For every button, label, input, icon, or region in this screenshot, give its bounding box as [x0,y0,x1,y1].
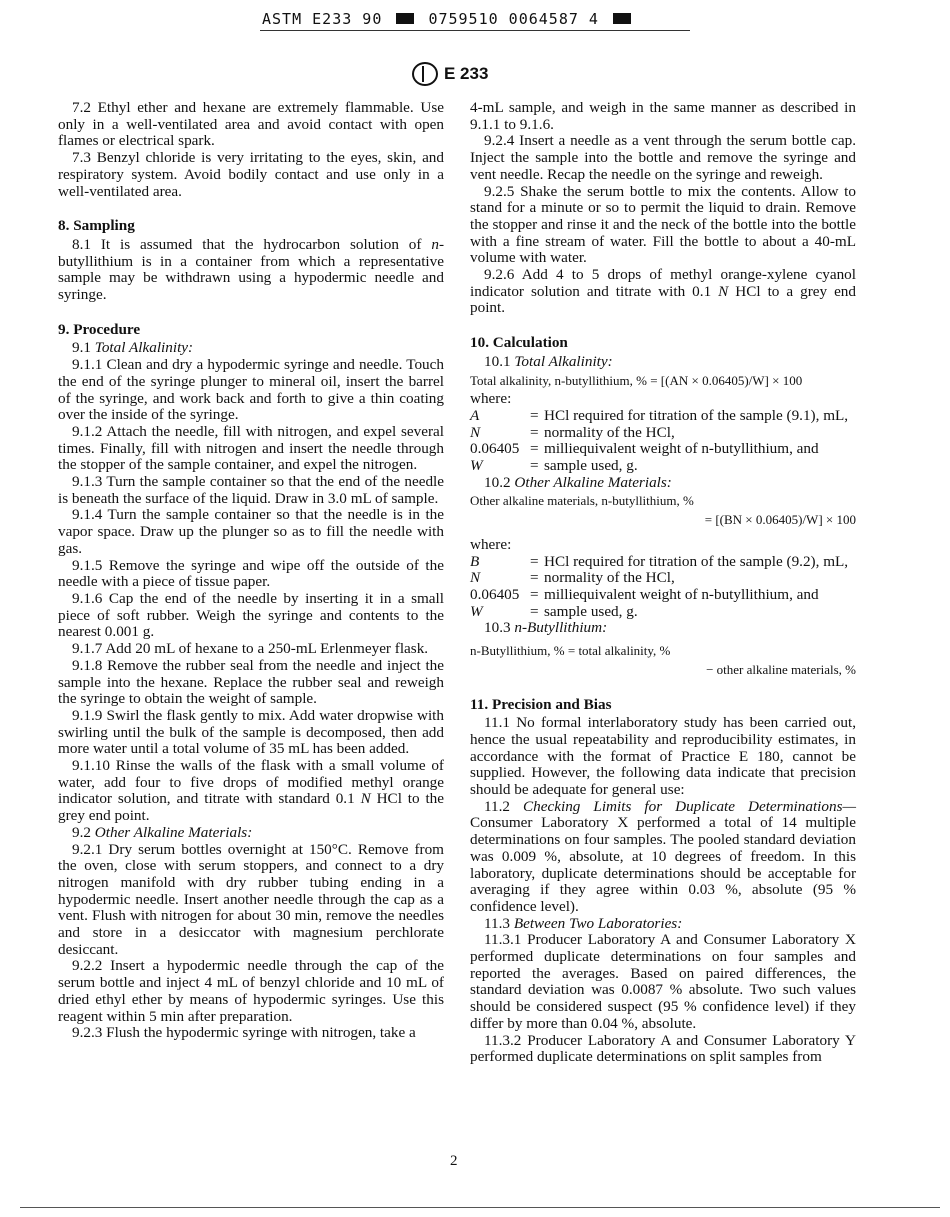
section-8-heading: 8. Sampling [58,217,135,235]
equation-other-alkaline-line2: = [(BN × 0.06405)/W] × 100 [704,512,856,528]
equation-butyllithium-line2: − other alkaline materials, % [706,661,856,677]
paragraph-10-3: 10.3 n-Butyllithium: [484,619,608,637]
paragraph-9-2-5: 9.2.5 Shake the serum bottle to mix the contents. Allow to stand for a minute or so to permit the liquid to drain. Remove the stopper and rinse it and the neck of the bottle into the bottle with a fine stream of water. Fill the bottle to about a 40-mL volume with water. [470,182,856,267]
page-number: 2 [450,1153,458,1169]
paragraph-9-2-6: 9.2.6 Add 4 to 5 drops of methyl orange-xylene cyanol indicator solution and titrate with 0.1 N HCl to a grey end point. [470,266,856,317]
paragraph-9-2-3: 9.2.3 Flush the hypodermic syringe with nitrogen, take a [72,1024,416,1042]
standard-designation: E 233 [444,64,489,83]
paragraph-9-1-1: 9.1.1 Clean and dry a hypodermic syringe and needle. Touch the end of the syringe plunger to mineral oil, insert the barrel of the syringe, and work back and forth to give a thin coating over the inside of the syringe. [58,356,444,424]
left-column [58,100,444,1042]
right-column [470,100,856,1066]
paragraph-9-1-6: 9.1.6 Cap the end of the needle by inserting it in a small piece of soft rubber. Weigh the syringe and contents to the nearest 0.001 g. [58,589,444,641]
paragraph-9-1-7: 9.1.7 Add 20 mL of hexane to a 250-mL Erlenmeyer flask. [72,640,429,658]
paragraph-8-1: 8.1 It is assumed that the hydrocarbon solution of n-butyllithium is in a container from which a representative sample may be withdrawn using a hypodermic needle and syringe. [58,235,445,304]
definition-list-1: A = HCl required for titration of the sample (9.1), mL, N = normality of the HCl, 0.06405 = milliequivalent weight of n-butyllithium, and W = sample used, g. [470,406,849,475]
equation-butyllithium-line1: n-Butyllithium, % = total alkalinity, % [470,643,671,659]
paragraph-9-1-10: 9.1.10 Rinse the walls of the flask with a small volume of water, add four to five drops of modified methyl orange indicator solution, and titrate with standard 0.1 N HCl to the grey end point. [58,757,445,825]
equation-total-alkalinity: Total alkalinity, n-butyllithium, % = [(AN × 0.06405)/W] × 100 [470,372,803,388]
astm-logo [412,62,488,86]
definition-list-2: B = HCl required for titration of the sample (9.2), mL, N = normality of the HCl, 0.06405 = milliequivalent weight of n-butyllithium, and W = sample used, g. [470,552,849,620]
paragraph-11-3-2: 11.3.2 Producer Laboratory A and Consumer Laboratory Y performed duplicate determinations on split samples from [470,1031,856,1066]
section-10-heading: 10. Calculation [470,334,568,352]
paragraph-11-3: 11.3 Between Two Laboratories: [484,914,683,932]
redaction-block [613,13,631,24]
header-rule [260,30,690,31]
paragraph-9-1-8: 9.1.8 Remove the rubber seal from the needle and inject the sample into the hexane. Replace the rubber seal and reweigh the syringe to obtain the weight of sample. [58,656,444,708]
section-9-heading: 9. Procedure [58,320,141,338]
paragraph-9-2-4: 9.2.4 Insert a needle as a vent through the serum bottle cap. Inject the sample into the bottle and remove the syringe and vent needle. Recap the needle on the syringe and reweigh. [470,132,856,183]
paragraph-9-2: 9.2 Other Alkaline Materials: [72,823,253,841]
paragraph-9-2-1: 9.2.1 Dry serum bottles overnight at 150°C. Remove from the oven, close with serum stoppers, and connect to a dry nitrogen manifold with dry rubber tubing ending in a hypodermic needle. Insert another needle through the cap as a vent. Flush with nitrogen for about 30 min, remove the needles and store in a desiccator with magnesium perchlorate desiccant. [58,840,444,958]
footer-rule [20,1207,940,1208]
astm-code-b: 0759510 0064587 4 [428,10,599,28]
document-code-header [262,10,682,28]
paragraph-11-3-1: 11.3.1 Producer Laboratory A and Consumer Laboratory X performed duplicate determinations on four samples and reported the averages. Based on paired differences, the standard deviation was 0.0087 % absolute. Two such values should be considered suspect (95 % confidence level) if they differ by more than 0.04 %, absolute. [470,931,856,1032]
paragraph-9-2-2: 9.2.2 Insert a hypodermic needle through the cap of the serum bottle and inject 4 mL of benzyl chloride and 10 mL of dried ethyl ether by means of hypodermic syringes. Use this reagent within 5 min after preparation. [58,957,444,1025]
paragraph-7-3: 7.3 Benzyl chloride is very irritating to the eyes, skin, and respiratory system. Avoid bodily contact and use only in a well-ventilated area. [58,149,444,200]
paragraph-11-2: 11.2 Checking Limits for Duplicate Determinations—Consumer Laboratory X performed a total of 14 multiple determinations on four samples. The pooled standard deviation was 0.009 %, absolute, at 10 degrees of freedom. In this laboratory, duplicate determinations should be acceptable for averaging if they agree within 0.03 %, absolute (95 % confidence level). [470,797,857,915]
paragraph-9-2-3-continued: 4-mL sample, and weigh in the same manner as described in 9.1.1 to 9.1.6. [470,99,856,133]
where-label: where: [470,535,512,553]
paragraph-9-1: 9.1 Total Alkalinity: [72,339,194,357]
paragraph-10-2: 10.2 Other Alkaline Materials: [484,473,672,491]
paragraph-9-1-5: 9.1.5 Remove the syringe and wipe off the outside of the needle with a piece of tissue paper. [58,556,444,591]
paragraph-11-1: 11.1 No formal interlaboratory study has been carried out, hence the usual repeatability and reproducibility estimates, in accordance with the format of Practice E 180, cannot be supplied. However, the following data indicate that precision should be adequate for general use: [470,714,856,799]
where-label: where: [470,390,512,408]
astm-emblem-icon [412,62,438,86]
paragraph-7-2: 7.2 Ethyl ether and hexane are extremely flammable. Use only in a well-ventilated area and avoid contact with open flames or electrical spark. [58,99,444,150]
paragraph-10-1: 10.1 Total Alkalinity: [484,352,613,370]
paragraph-9-1-4: 9.1.4 Turn the sample container so that the needle is in the vapor space. Draw up the plunger so as to fill the needle with gas. [58,506,444,557]
astm-code-a: ASTM E233 90 [262,10,383,28]
redaction-block [396,13,414,24]
paragraph-9-1-3: 9.1.3 Turn the sample container so that the end of the needle is beneath the surface of the liquid. Draw in 3.0 mL of sample. [58,473,444,507]
equation-other-alkaline-line1: Other alkaline materials, n-butyllithium, % [470,493,694,509]
section-11-heading: 11. Precision and Bias [470,695,612,713]
paragraph-9-1-2: 9.1.2 Attach the needle, fill with nitrogen, and expel several times. Finally, fill with nitrogen and insert the needle through the stopper of the sample container, and expel the nitrogen. [58,422,444,474]
paragraph-9-1-9: 9.1.9 Swirl the flask gently to mix. Add water dropwise with swirling until the bulk of the sample is decomposed, then add more water until a total volume of 35 mL has been added. [58,706,444,758]
